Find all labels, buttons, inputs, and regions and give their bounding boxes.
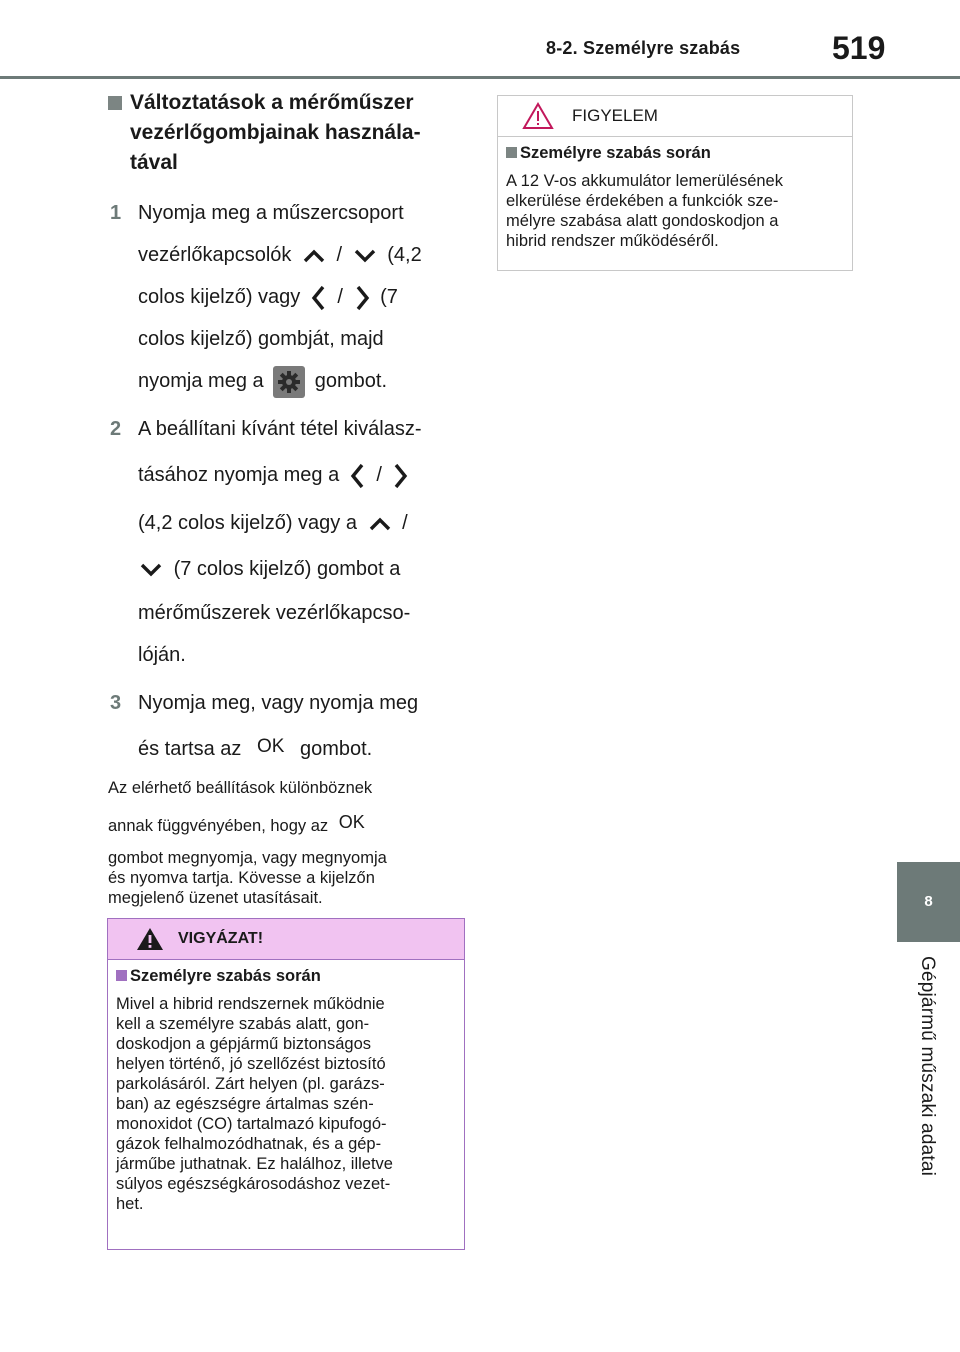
slash-text: / xyxy=(337,286,343,308)
step-line xyxy=(138,546,468,592)
chevron-right-icon xyxy=(391,462,409,490)
caution-body xyxy=(498,137,852,251)
chapter-side-label: Gépjármű műszaki adatai xyxy=(917,956,938,1177)
square-bullet-icon xyxy=(506,147,517,158)
step-text: vezérlőkapcsolók xyxy=(138,244,292,266)
chevron-up-icon xyxy=(301,248,327,264)
step-text: Nyomja meg a műszercsoport xyxy=(138,202,404,224)
note-line xyxy=(108,812,468,836)
step-line xyxy=(138,192,468,234)
heading-line-1: Változtatások a mérőműszer xyxy=(130,91,414,114)
step-2 xyxy=(108,408,468,676)
caution-line: elkerülése érdekében a funkciók sze- xyxy=(506,192,779,210)
note-paragraph xyxy=(108,778,468,908)
warning-line: járműbe juthatnak. Ez halálhoz, illetve xyxy=(116,1155,393,1173)
step-line xyxy=(138,450,468,500)
caution-title: FIGYELEM xyxy=(572,106,658,125)
note-line: és nyomva tartja. Kövesse a kijelzőn xyxy=(108,869,375,887)
chevron-down-icon xyxy=(352,248,378,264)
step-text: lóján. xyxy=(138,644,186,666)
header-rule xyxy=(0,76,960,79)
step-text: gombot. xyxy=(299,738,373,760)
chevron-down-icon xyxy=(138,562,164,578)
slash-text: / xyxy=(376,464,382,486)
main-column xyxy=(108,88,468,908)
steps-list xyxy=(108,192,468,772)
step-number: 1 xyxy=(110,202,122,224)
chevron-left-icon xyxy=(349,462,367,490)
page-number: 519 xyxy=(832,30,886,66)
chevron-up-icon xyxy=(367,516,393,532)
note-text: annak függvényében, hogy az xyxy=(108,817,329,835)
note-line: megjelenő üzenet utasításait. xyxy=(108,889,323,907)
warning-line: het. xyxy=(116,1195,144,1213)
step-number: 2 xyxy=(110,418,122,440)
step-line xyxy=(138,634,468,676)
slash-text: / xyxy=(336,244,343,266)
caution-triangle-icon xyxy=(522,102,554,130)
step-line xyxy=(138,276,468,318)
chapter-tab: 8 xyxy=(897,862,960,942)
caution-line: hibrid rendszer működéséről. xyxy=(506,232,719,250)
warning-line: ban) az egészségre ártalmas szén- xyxy=(116,1095,374,1113)
caution-line: mélyre szabása alatt gondoskodjon a xyxy=(506,212,779,230)
warning-triangle-icon xyxy=(136,927,164,951)
step-text: colos kijelző) gombját, majd xyxy=(138,328,384,350)
caution-header xyxy=(498,96,852,137)
note-line: Az elérhető beállítások különböznek xyxy=(108,779,373,797)
ok-button-glyph: OK xyxy=(338,812,365,832)
warning-line: doskodjon a gépjármű biztonságos xyxy=(116,1035,372,1053)
heading-line-3: tával xyxy=(130,151,178,174)
warning-line: kell a személyre szabás alatt, gon- xyxy=(116,1015,370,1033)
warning-line: monoxidot (CO) tartalmazó kipufogó- xyxy=(116,1115,387,1133)
caution-subhead xyxy=(506,143,844,163)
step-text: colos kijelző) vagy xyxy=(138,286,301,308)
warning-box xyxy=(107,918,465,1250)
step-line xyxy=(138,500,468,546)
step-text: (7 xyxy=(380,286,398,308)
warning-line: súlyos egészségkárosodáshoz vezet- xyxy=(116,1175,391,1193)
step-text: és tartsa az xyxy=(138,738,242,760)
step-text: Nyomja meg, vagy nyomja meg xyxy=(138,692,419,714)
warning-header xyxy=(108,919,464,960)
note-line: gombot megnyomja, vagy megnyomja xyxy=(108,849,387,867)
step-3 xyxy=(108,682,468,772)
step-1 xyxy=(108,192,468,402)
gear-icon xyxy=(273,366,305,398)
slash-text: / xyxy=(402,512,408,534)
warning-subhead-text: Személyre szabás során xyxy=(130,967,321,985)
section-heading xyxy=(108,88,468,178)
caution-subhead-text: Személyre szabás során xyxy=(520,144,711,162)
caution-box xyxy=(497,95,853,271)
step-text: tásához nyomja meg a xyxy=(138,464,340,486)
step-line xyxy=(138,592,468,634)
step-text: A beállítani kívánt tétel kiválasz- xyxy=(138,418,422,440)
warning-line: gázok felhalmozódhatnak, és a gép- xyxy=(116,1135,382,1153)
heading-line-2: vezérlőgombjainak használa- xyxy=(130,121,421,144)
step-number: 3 xyxy=(110,692,122,714)
step-text: nyomja meg a xyxy=(138,370,264,392)
step-line xyxy=(138,724,468,772)
header-section-title: 8-2. Személyre szabás xyxy=(546,38,741,58)
chevron-right-icon xyxy=(353,284,371,312)
step-text: gombot. xyxy=(314,370,388,392)
caution-line: A 12 V-os akkumulátor lemerülésének xyxy=(506,172,783,190)
warning-title: VIGYÁZAT! xyxy=(178,930,264,947)
step-line xyxy=(138,360,468,402)
step-text: (4,2 colos kijelző) vagy a xyxy=(138,512,357,534)
warning-line: parkolásáról. Zárt helyen (pl. garázs- xyxy=(116,1075,385,1093)
warning-body xyxy=(108,960,464,1214)
step-line xyxy=(138,408,468,450)
warning-line: Mivel a hibrid rendszernek működnie xyxy=(116,995,385,1013)
step-line xyxy=(138,682,468,724)
warning-subhead xyxy=(116,966,456,986)
heading-square-icon xyxy=(108,96,122,110)
step-line xyxy=(138,234,468,276)
warning-line: helyen történő, jó szellőzést biztosító xyxy=(116,1055,386,1073)
step-text: (7 colos kijelző) gombot a xyxy=(173,558,401,580)
chevron-left-icon xyxy=(310,284,328,312)
square-bullet-icon xyxy=(116,970,127,981)
step-line xyxy=(138,318,468,360)
step-text: (4,2 xyxy=(387,244,422,266)
step-text: mérőműszerek vezérlőkapcso- xyxy=(138,602,411,624)
ok-button-glyph: OK xyxy=(256,736,285,757)
